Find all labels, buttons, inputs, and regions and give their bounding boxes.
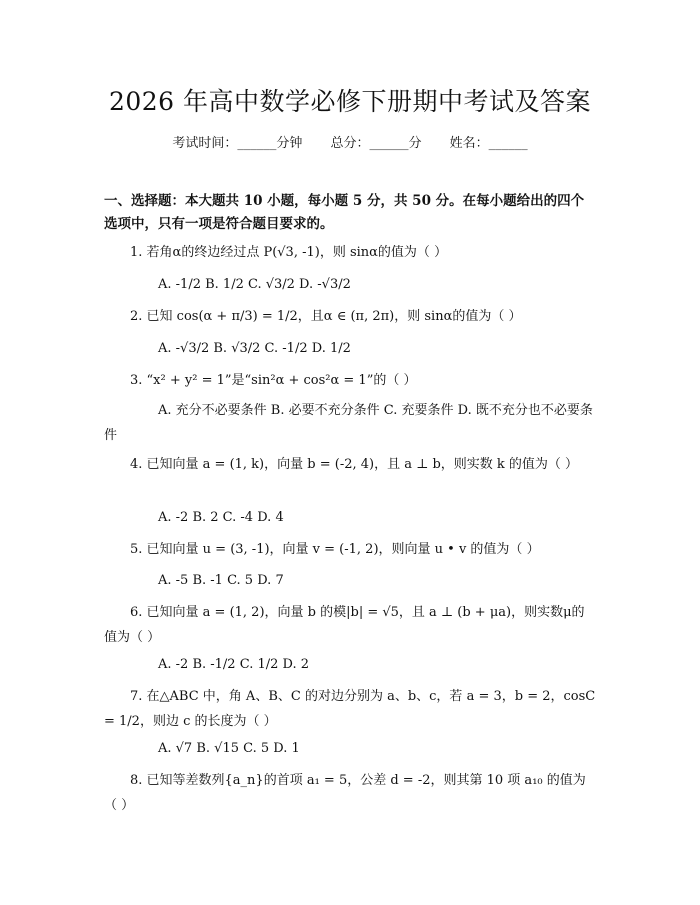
question-5: 5. 已知向量 u = (3, -1)，向量 v = (-1, 2)，则向量 u • v 的值为（ ） [130,542,540,557]
question-8: 8. 已知等差数列{a_n}的首项 a₁ = 5，公差 d = -2，则其第 10 项 a₁₀ 的值为（ ） [104,773,586,813]
question-7-options: A. √7 B. √15 C. 5 D. 1 [158,741,300,756]
question-4: 4. 已知向量 a = (1, k)，向量 b = (-2, 4)，且 a ⊥ b，则实数 k 的值为（ ） [130,457,579,472]
question-6-options: A. -2 B. -1/2 C. 1/2 D. 2 [158,657,310,672]
student-name-field: 姓名：______ [449,136,528,151]
question-3-options: A. 充分不必要条件 B. 必要不充分条件 C. 充要条件 D. 既不充分也不必要条件 [104,403,593,443]
section-heading: 一、选择题：本大题共 10 小题，每小题 5 分，共 50 分。在每小题给出的四个选项中，只有一项是符合题目要求的。 [104,193,585,232]
total-score-field: 总分：______分 [330,136,422,151]
exam-info [0,132,700,151]
question-1-options: A. -1/2 B. 1/2 C. √3/2 D. -√3/2 [158,277,351,292]
question-5-options: A. -5 B. -1 C. 5 D. 7 [158,573,284,588]
question-7: 7. 在△ABC 中，角 A、B、C 的对边分别为 a、b、c，若 a = 3，b = 2，cosC = 1/2，则边 c 的长度为（ ） [104,689,596,729]
question-2: 2. 已知 cos(α + π/3) = 1/2，且α ∈ (π, 2π)，则 sinα的值为（ ） [130,309,522,324]
question-3: 3. “x² + y² = 1”是“sin²α + cos²α = 1”的（ ） [130,373,417,388]
question-1: 1. 若角α的终边经过点 P(√3, -1)，则 sinα的值为（ ） [130,245,448,260]
page-title: 2026 年高中数学必修下册期中考试及答案 [108,87,592,116]
question-6: 6. 已知向量 a = (1, 2)，向量 b 的模|b| = √5，且 a ⊥ (b + μa)，则实数μ的值为（ ） [104,605,585,645]
question-2-options: A. -√3/2 B. √3/2 C. -1/2 D. 1/2 [158,341,351,356]
question-4-options: A. -2 B. 2 C. -4 D. 4 [158,510,284,525]
exam-time-field: 考试时间：______分钟 [172,136,303,151]
